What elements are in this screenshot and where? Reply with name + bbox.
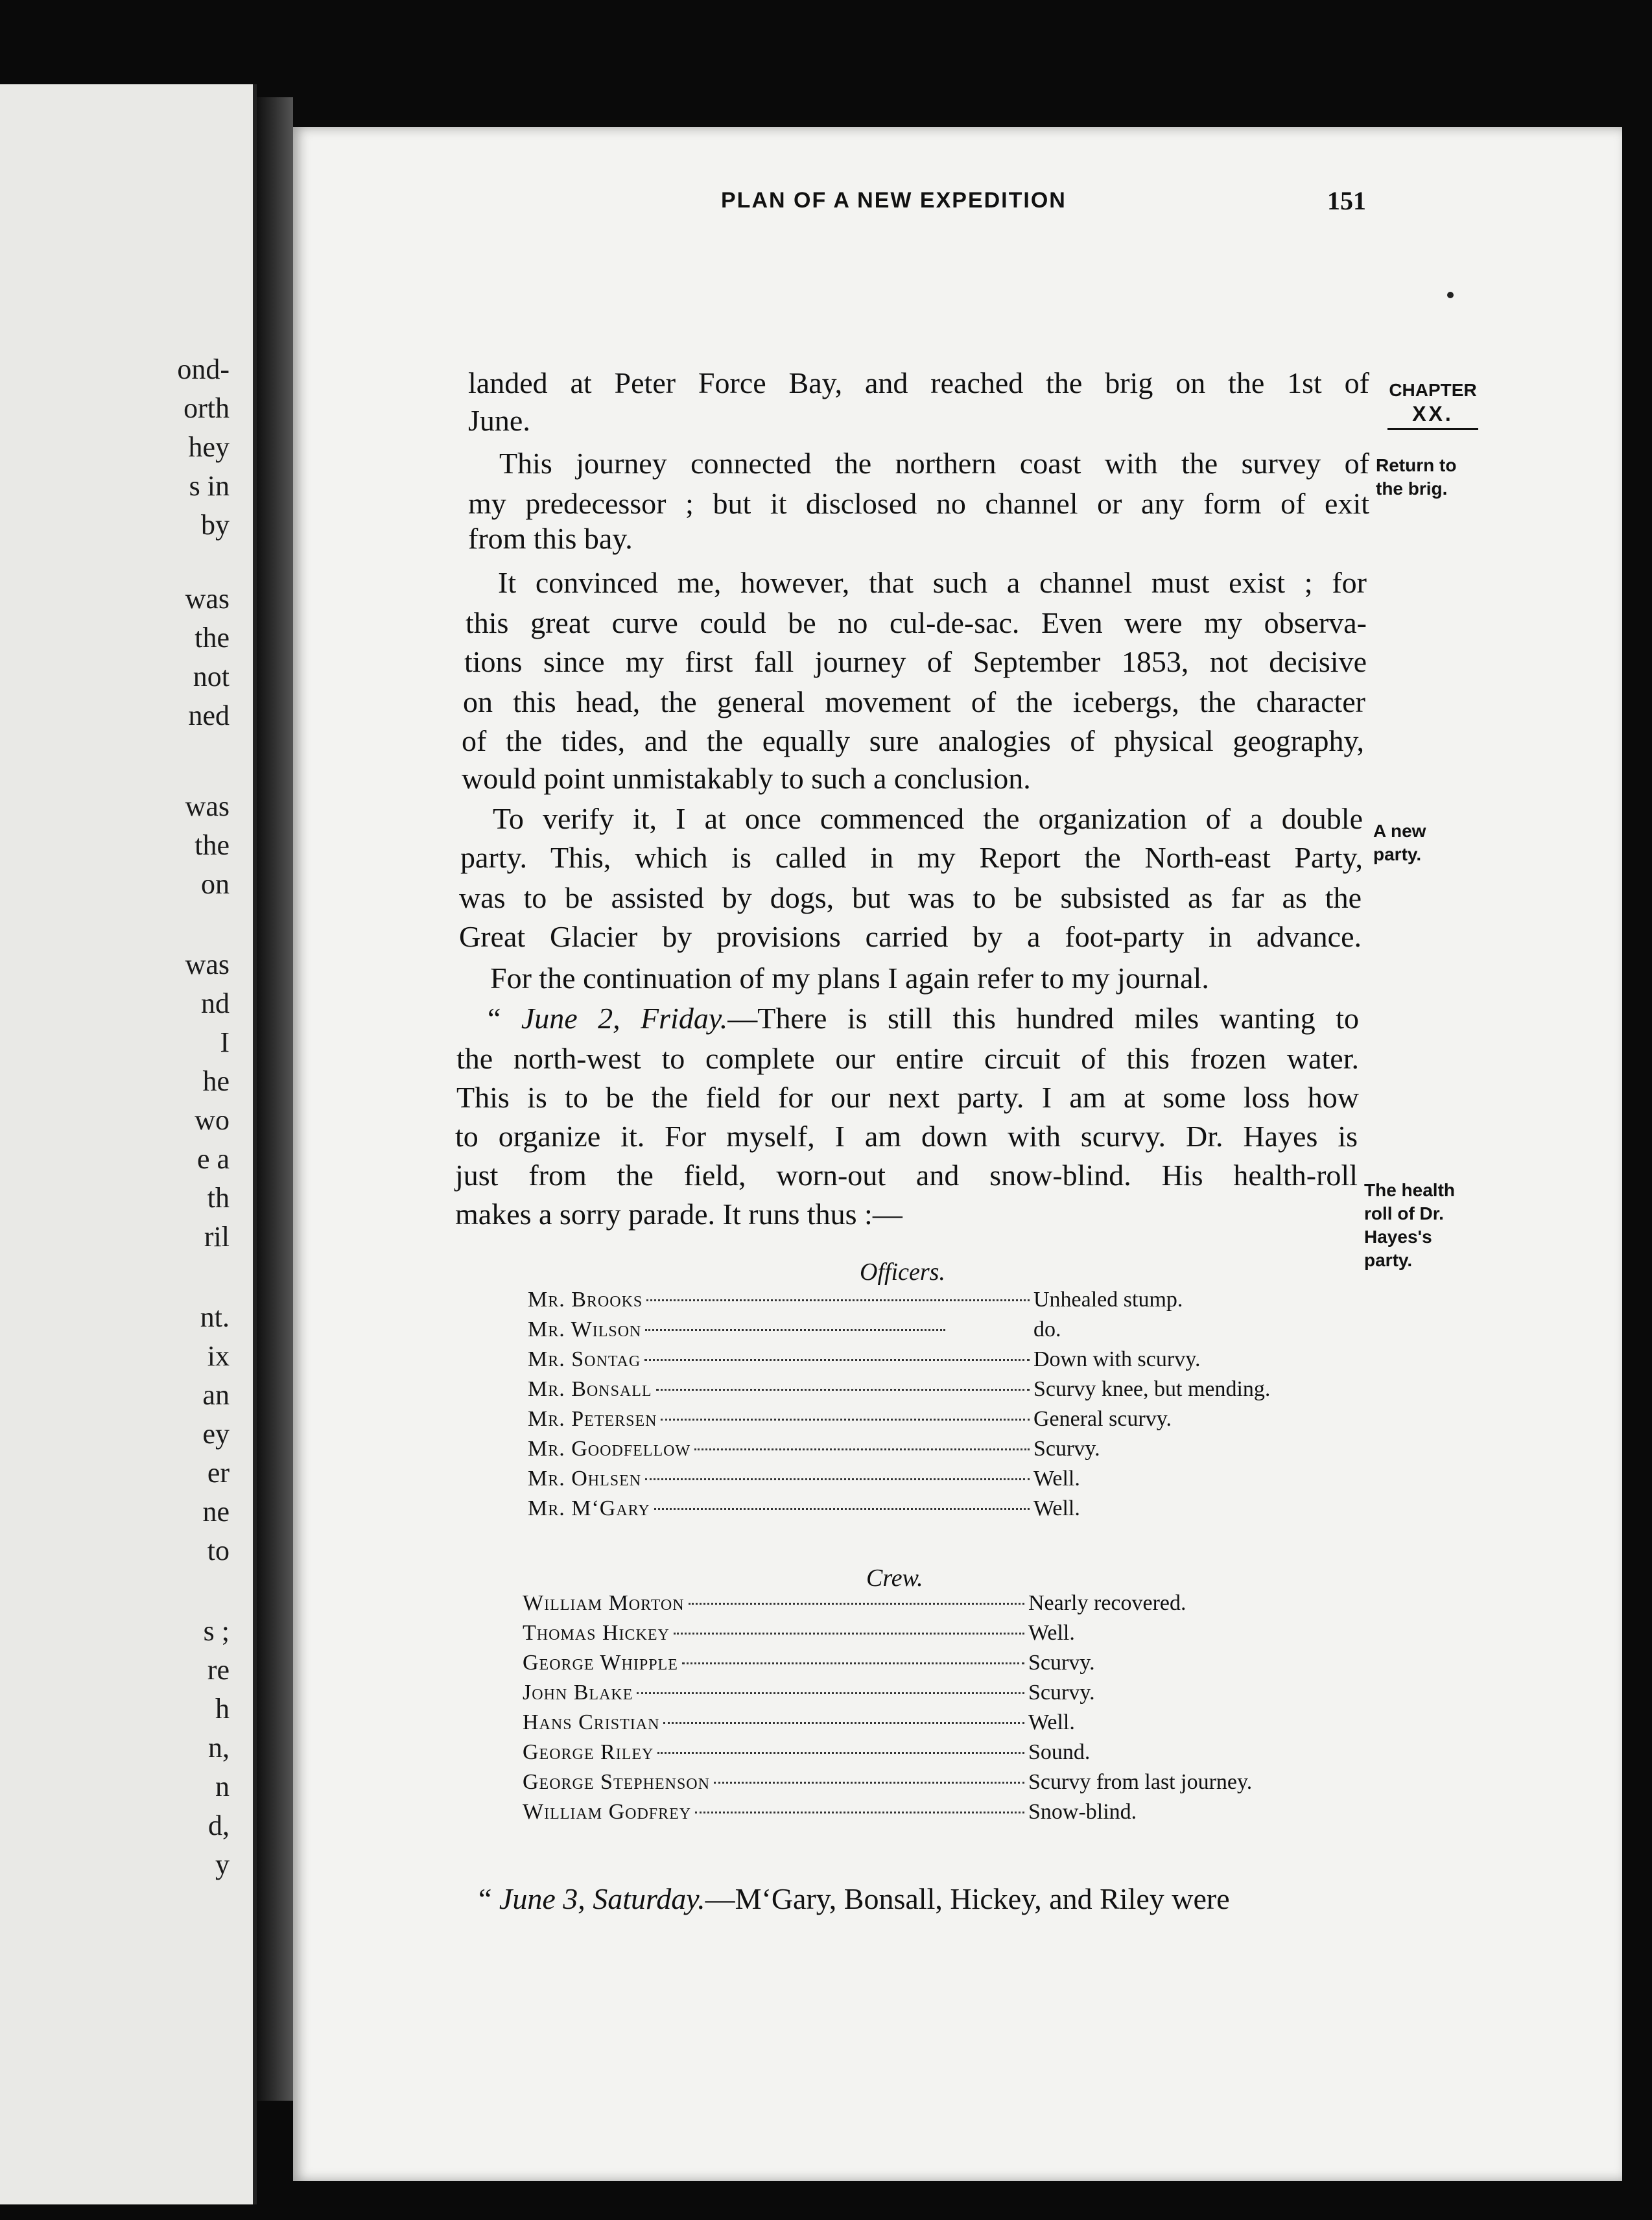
facing-page: [0, 84, 257, 2204]
body-line: was to be assisted by dogs, but was to be subsisted as far as the: [459, 881, 1362, 914]
roll-status: Scurvy knee, but mending.: [1033, 1377, 1271, 1401]
roll-row: [528, 1288, 1371, 1316]
dot-leader: [674, 1633, 1024, 1635]
roll-status: Snow-blind.: [1028, 1800, 1137, 1824]
facing-page-fragment: ril: [204, 1221, 230, 1253]
body-line: to organize it. For myself, I am down with scurvy. Dr. Hayes is: [455, 1120, 1358, 1153]
body-line: Great Glacier by provisions carried by a foot-party in advance.: [459, 920, 1362, 953]
roll-name: Mr. Petersen: [528, 1407, 657, 1431]
roll-row: [523, 1681, 1365, 1709]
roll-status: Scurvy from last journey.: [1028, 1770, 1253, 1794]
body-line: my predecessor ; but it disclosed no channel or any form of exit: [468, 487, 1369, 520]
body-line: of the tides, and the equally sure analogies of physical geography,: [462, 724, 1364, 757]
margin-note-line: Hayes's: [1364, 1227, 1432, 1247]
roll-status: Well.: [1033, 1496, 1080, 1520]
roll-name: John Blake: [523, 1681, 633, 1705]
facing-page-fragment: s in: [189, 470, 230, 502]
body-line: the north-west to complete our entire circuit of this frozen water.: [456, 1042, 1359, 1075]
facing-page-fragment: ond-: [177, 353, 230, 385]
dot-leader: [682, 1662, 1024, 1664]
open-quote: “: [488, 1002, 521, 1035]
roll-row: [528, 1467, 1371, 1495]
chapter-rule: [1387, 428, 1478, 430]
facing-page-fragment: n: [215, 1771, 230, 1802]
roll-status: Well.: [1028, 1621, 1075, 1645]
facing-page-fragment: was: [185, 790, 230, 822]
journal-text: —There is still this hundred miles wanting to: [727, 1002, 1360, 1035]
open-quote: “: [478, 1882, 499, 1915]
roll-row: [523, 1651, 1365, 1679]
dot-leader: [654, 1508, 1030, 1510]
roll-row: [528, 1347, 1371, 1376]
margin-note-return: [1376, 454, 1456, 501]
roll-name: Mr. Wilson: [528, 1317, 642, 1341]
facing-page-fragment: was: [185, 583, 230, 615]
body-line: just from the field, worn-out and snow-blind. His health-roll: [455, 1159, 1358, 1192]
page-number: 151: [1327, 186, 1366, 215]
journal-first-line: [488, 1004, 1359, 1033]
dot-leader: [714, 1782, 1024, 1784]
margin-note-line: A new: [1373, 821, 1426, 841]
roll-name: George Whipple: [523, 1651, 678, 1675]
ink-speck: [1447, 292, 1454, 298]
dot-leader: [637, 1692, 1024, 1694]
roll-name: George Stephenson: [523, 1770, 710, 1794]
body-line: This journey connected the northern coast with the survey of: [499, 447, 1369, 480]
facing-page-fragment: the: [195, 829, 230, 861]
margin-note-health-roll: [1364, 1179, 1455, 1272]
margin-note-line: roll of Dr.: [1364, 1203, 1444, 1223]
roll-status: General scurvy.: [1033, 1407, 1172, 1431]
facing-page-fragment: e a: [196, 1143, 230, 1175]
margin-note-line: the brig.: [1376, 478, 1448, 499]
roll-name: Hans Cristian: [523, 1710, 660, 1734]
facing-page-fragment: not: [193, 661, 230, 692]
margin-note-chapter: [1375, 379, 1491, 430]
roll-name: Mr. M‘Gary: [528, 1496, 650, 1520]
dot-leader: [694, 1448, 1030, 1450]
roll-name: Mr. Sontag: [528, 1347, 641, 1371]
roll-name: Mr. Ohlsen: [528, 1467, 642, 1491]
facing-page-fragment: ne: [202, 1496, 230, 1528]
roll-name: Mr. Brooks: [528, 1288, 643, 1312]
roll-status: Well.: [1033, 1467, 1080, 1491]
body-line: on this head, the general movement of the icebergs, the character: [463, 685, 1365, 718]
body-line: This is to be the field for our next party. I am at some loss how: [456, 1081, 1359, 1114]
dot-leader: [695, 1812, 1024, 1813]
book-gutter: [257, 97, 293, 2101]
facing-page-fragment: h: [215, 1693, 230, 1725]
facing-page-fragment: s ;: [203, 1615, 230, 1647]
roll-name: William Morton: [523, 1591, 685, 1615]
roll-status: Well.: [1028, 1710, 1075, 1734]
facing-page-fragment: ey: [202, 1418, 230, 1450]
facing-page-fragment: ix: [207, 1340, 230, 1372]
roll-row: [523, 1770, 1365, 1799]
facing-page-fragment: y: [215, 1848, 230, 1880]
margin-note-line: party.: [1373, 844, 1422, 864]
facing-page-fragment: he: [202, 1065, 230, 1097]
journal-text: —M‘Gary, Bonsall, Hickey, and Riley were: [705, 1882, 1230, 1915]
body-line: makes a sorry parade. It runs thus :—: [455, 1198, 903, 1231]
facing-page-fragment: was: [185, 949, 230, 980]
body-line: this great curve could be no cul-de-sac. Even were my observa-: [466, 606, 1367, 639]
margin-note-line: party.: [1364, 1250, 1413, 1270]
chapter-label: CHAPTER: [1389, 380, 1477, 400]
body-line: party. This, which is called in my Report the North-east Party,: [460, 841, 1363, 874]
dot-leader: [644, 1359, 1030, 1361]
dot-leader: [645, 1329, 945, 1331]
chapter-number: XX.: [1412, 402, 1454, 425]
roll-status: Nearly recovered.: [1028, 1591, 1186, 1615]
body-line: tions since my first fall journey of September 1853, not decisive: [464, 645, 1367, 678]
roll-status: Scurvy.: [1028, 1651, 1095, 1675]
closing-line: [478, 1884, 1354, 1914]
dot-leader: [663, 1722, 1024, 1724]
roll-status: Scurvy.: [1033, 1437, 1100, 1461]
facing-page-fragment: the: [195, 622, 230, 654]
roll-status: do.: [1033, 1317, 1061, 1341]
running-head: PLAN OF A NEW EXPEDITION: [721, 188, 1067, 213]
roll-row: [528, 1317, 1371, 1346]
roll-name: William Godfrey: [523, 1800, 692, 1824]
facing-page-fragment: an: [202, 1379, 230, 1411]
roll-row: [523, 1591, 1365, 1620]
body-line: June.: [468, 404, 530, 437]
facing-page-fragment: d,: [208, 1810, 230, 1841]
crew-heading: Crew.: [866, 1565, 923, 1592]
facing-page-fragment: th: [207, 1182, 230, 1214]
roll-name: Mr. Goodfellow: [528, 1437, 691, 1461]
facing-page-fragment: hey: [188, 431, 230, 463]
roll-row: [528, 1496, 1371, 1525]
roll-row: [523, 1740, 1365, 1769]
roll-status: Sound.: [1028, 1740, 1091, 1764]
roll-name: George Riley: [523, 1740, 654, 1764]
roll-name: Mr. Bonsall: [528, 1377, 652, 1401]
margin-note-line: The health: [1364, 1180, 1456, 1200]
dot-leader: [656, 1389, 1030, 1391]
roll-status: Down with scurvy.: [1033, 1347, 1201, 1371]
body-line: landed at Peter Force Bay, and reached the brig on the 1st of: [468, 366, 1369, 399]
margin-note-new-party: [1373, 820, 1426, 866]
facing-page-fragment: to: [207, 1535, 230, 1566]
body-line: For the continuation of my plans I again refer to my journal.: [490, 962, 1209, 995]
roll-status: Scurvy.: [1028, 1681, 1095, 1705]
facing-page-fragment: er: [207, 1457, 230, 1489]
body-line: would point unmistakably to such a conclusion.: [462, 762, 1031, 795]
journal-date: June 3, Saturday.: [499, 1882, 705, 1915]
facing-page-fragment: n,: [208, 1732, 230, 1764]
roll-row: [528, 1437, 1371, 1465]
facing-page-fragment: on: [201, 868, 230, 900]
roll-status: Unhealed stump.: [1033, 1288, 1183, 1312]
roll-row: [523, 1800, 1365, 1828]
facing-page-fragment: nt.: [200, 1301, 230, 1333]
dot-leader: [657, 1752, 1024, 1754]
body-line: from this bay.: [468, 522, 633, 555]
body-line: It convinced me, however, that such a channel must exist ; for: [498, 566, 1367, 599]
facing-page-fragment: ned: [188, 700, 230, 731]
officers-heading: Officers.: [860, 1258, 945, 1286]
facing-page-fragment: re: [207, 1654, 230, 1686]
roll-row: [528, 1377, 1371, 1406]
dot-leader: [646, 1299, 1030, 1301]
facing-page-fragment: orth: [183, 392, 230, 424]
body-line: To verify it, I at once commenced the organization of a double: [493, 802, 1363, 835]
journal-date: June 2, Friday.: [521, 1002, 728, 1035]
roll-row: [528, 1407, 1371, 1435]
dot-leader: [645, 1478, 1030, 1480]
dot-leader: [689, 1603, 1024, 1605]
facing-page-fragment: nd: [201, 987, 230, 1019]
margin-note-line: Return to: [1376, 455, 1457, 475]
roll-row: [523, 1621, 1365, 1649]
roll-name: Thomas Hickey: [523, 1621, 670, 1645]
facing-page-fragment: by: [201, 509, 230, 541]
roll-row: [523, 1710, 1365, 1739]
dot-leader: [661, 1419, 1030, 1421]
facing-page-fragment: wo: [195, 1104, 230, 1136]
facing-page-fragment: I: [220, 1026, 230, 1058]
